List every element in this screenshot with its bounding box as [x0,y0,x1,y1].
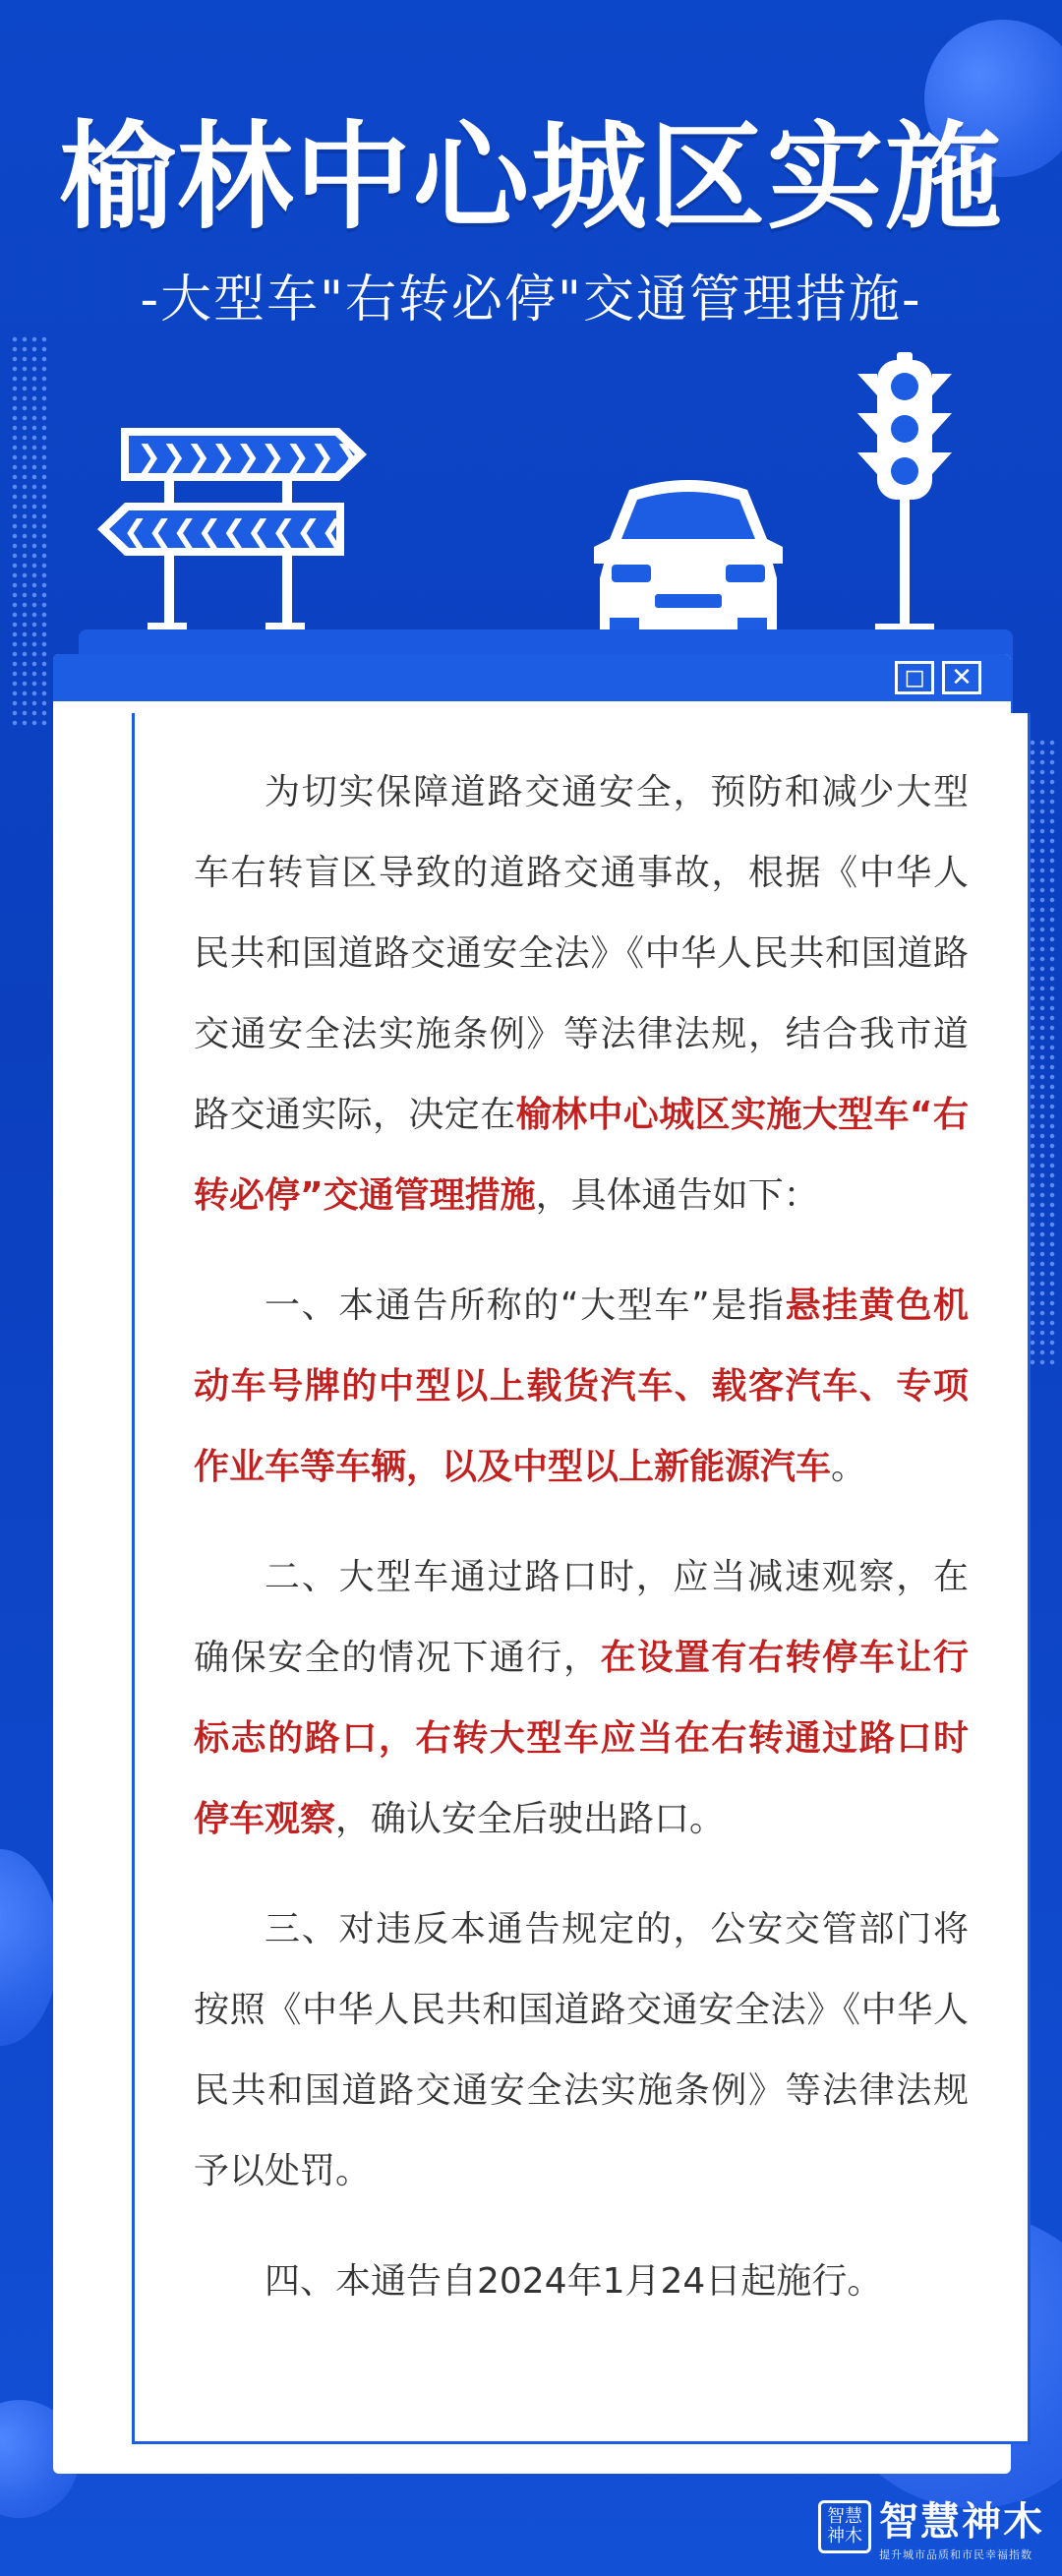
restore-button[interactable] [895,661,934,694]
intro-tail: ，具体通告如下： [535,1175,819,1216]
notice-paragraph-1 [194,1266,969,1508]
sign-arrows-icon [93,418,379,634]
notice-paragraph-2 [194,1537,969,1860]
svg-text:❯❯❯❯❯❯❯❯❯: ❯❯❯❯❯❯❯❯❯ [137,440,360,474]
intro-text: 为切实保障道路交通安全，预防和减少大型车右转盲区导致的道路交通事故，根据《中华人民共和国道路交通安全法》《中华人民共和国道路交通安全法实施条例》等法律法规，结合我市道路交通实际，决定在 [194,772,969,1135]
logo-name: 智慧神木 [879,2499,1044,2545]
page-title: 榆林中心城区实施 [58,109,1003,245]
close-button[interactable] [942,661,981,694]
decor-dots-left [10,334,49,728]
page-subtitle: -大型车"右转必停"交通管理措施- [140,270,922,329]
logo-slogan: 提升城市品质和市民幸福指数 [879,2548,1032,2561]
decor-circle-left [0,1849,59,2046]
intro-highlight: 榆林中心城区实施大型车“右转必停”交通管理措施 [194,1095,969,1216]
clause-1-text: 一、本通告所称的“大型车”是指 [265,1286,786,1326]
notice-content [132,713,1031,2444]
car-icon [590,470,787,637]
clause-2-tail: ，确认安全后驶出路口。 [335,1799,726,1839]
clause-1-tail: 。 [831,1447,867,1487]
brand-logo [818,2490,1044,2562]
notice-paragraph-intro [194,752,969,1236]
notice-window [53,654,1011,2474]
clause-2-text: 二、大型车通过路口时，应当减速观察，在确保安全的情况下通行， [194,1557,969,1678]
notice-paragraph-3: 三、对违反本通告规定的，公安交管部门将按照《中华人民共和国道路交通安全法》《中华人民共和国道路交通安全法实施条例》等法律法规予以处罚。 [194,1909,969,2191]
close-icon: ✕ [951,663,973,692]
restore-icon: ◻ [904,663,925,692]
window-titlebar [53,654,1011,701]
traffic-light-icon [856,352,954,637]
clause-2-highlight: 在设置有右转停车让行标志的路口，右转大型车应当在右转通过路口时停车观察 [194,1638,969,1839]
notice-paragraph-4: 四、本通告自2024年1月24日起施行。 [265,2261,883,2302]
svg-text:❮❮❮❮❮❮❮❮❮: ❮❮❮❮❮❮❮❮❮ [123,514,346,549]
clause-1-highlight: 悬挂黄色机动车号牌的中型以上载货汽车、载客汽车、专项作业车等车辆，以及中型以上新能源汽车 [194,1286,969,1487]
logo-badge-icon: 智慧神木 [818,2500,871,2553]
